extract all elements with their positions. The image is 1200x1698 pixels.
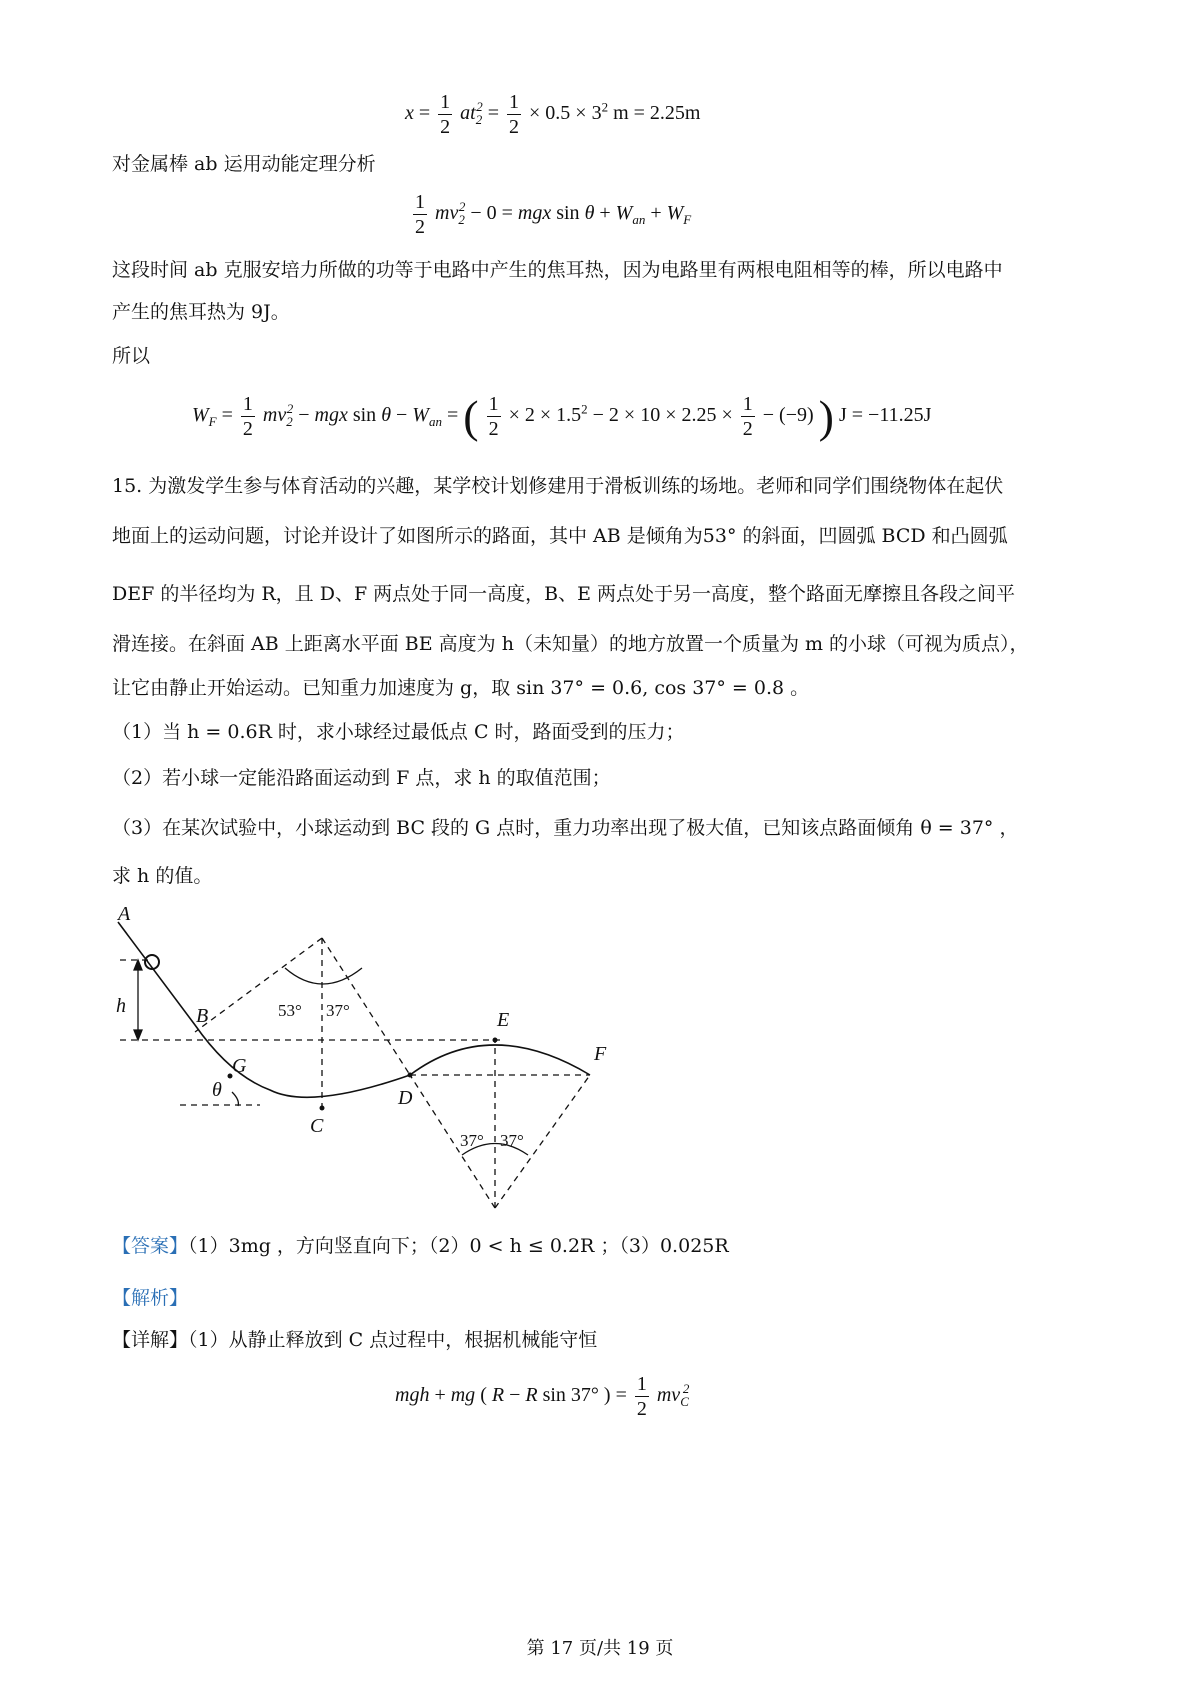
- question-15-line-2: 地面上的运动问题，讨论并设计了如图所示的路面，其中 AB 是倾角为53° 的斜面，凹圆弧 BCD 和凸圆弧: [112, 525, 1008, 547]
- sub-question-3-continued: 求 h 的值。: [112, 865, 213, 887]
- equation-result: J = −11.25J: [838, 404, 932, 427]
- label-angle-37-left: 37°: [460, 1131, 484, 1150]
- equation-kinetic-energy: $\frac{1}{2}$ $mv_2^2 - 0$ = mgx $\sin \theta + W_{an} + W_F$: [415, 191, 692, 238]
- page-footer: 第 17 页/共 19 页: [526, 1638, 674, 1659]
- label-a: A: [118, 903, 131, 925]
- label-angle-37-right: 37°: [500, 1131, 524, 1150]
- equation-work-force: $W_F$ = $\frac{1}{2}$ $mv_2^2$ − mgx $\sin \theta - W_{an}$ = ( $\frac{1}{2}$ × $2 \times 1.5^2 - 2 \times 10 \times 2.25$ × $\frac{1}{2}$ − (−9) ) J = −11.25J: [192, 391, 932, 442]
- label-theta: θ: [212, 1079, 222, 1101]
- sub-question-3: （3）在某次试验中，小球运动到 BC 段的 G 点时，重力功率出现了极大值，已知该点路面倾角 θ = 37° ，: [112, 817, 1019, 839]
- question-15-line-4: 滑连接。在斜面 AB 上距离水平面 BE 高度为 h（未知量）的地方放置一个质量为 m 的小球（可视为质点），: [112, 633, 1029, 655]
- label-e: E: [497, 1009, 510, 1031]
- detail-tag: 【详解】: [112, 1329, 189, 1351]
- equation-displacement: x = $\frac{1}{2}$ $at_2^2$ = $\frac{1}{2}$ × $0.5 \times 3^2$ m = 2.25m: [405, 91, 701, 138]
- detail-text: （1）从静止释放到 C 点过程中，根据机械能守恒: [188, 1329, 598, 1351]
- track-arc-def: [410, 1045, 590, 1075]
- joule-paragraph-1: 这段时间 ab 克服安培力所做的功等于电路中产生的焦耳热，因为电路里有两根电阻相等的棒，所以电路中: [112, 259, 1003, 281]
- analysis-tag: 【解析】: [112, 1287, 189, 1309]
- label-angle-37-top: 37°: [326, 1001, 350, 1020]
- track-diagram: [100, 900, 640, 1220]
- label-c: C: [310, 1115, 324, 1137]
- joule-paragraph-2: 产生的焦耳热为 9J。: [112, 301, 290, 323]
- sub-question-1: （1）当 h = 0.6R 时，求小球经过最低点 C 时，路面受到的压力；: [112, 721, 685, 743]
- dynamics-line: 对金属棒 ab 运用动能定理分析: [112, 153, 376, 175]
- label-g: G: [232, 1055, 247, 1077]
- answer-line: [112, 1232, 729, 1260]
- label-b: B: [196, 1005, 209, 1027]
- question-15-line-5: 让它由静止开始运动。已知重力加速度为 g，取 sin 37° = 0.6, cos 37° = 0.8 。: [112, 677, 810, 699]
- angle-arc-theta: [232, 1092, 238, 1106]
- sub-question-2: （2）若小球一定能沿路面运动到 F 点，求 h 的取值范围；: [112, 767, 611, 789]
- answer-text: （1）3mg ，方向竖直向下；（2）0 < h ≤ 0.2R ；（3）0.025R: [188, 1235, 729, 1257]
- analysis-line: [112, 1284, 188, 1312]
- question-15-line-1: 15. 为激发学生参与体育活动的兴趣，某学校计划修建用于滑板训练的场地。老师和同学们围绕物体在起伏: [112, 475, 1004, 497]
- answer-tag: 【答案】: [112, 1235, 189, 1257]
- suoyi-line: 所以: [112, 345, 151, 367]
- label-f: F: [594, 1043, 607, 1065]
- radius-to-b: [195, 938, 322, 1032]
- question-15-line-3: DEF 的半径均为 R，且 D、F 两点处于同一高度，B、E 两点处于另一高度，整个路面无摩擦且各段之间平: [112, 583, 1016, 605]
- track-curve-bcd: [118, 922, 410, 1097]
- detail-line: [112, 1326, 597, 1354]
- label-h: h: [116, 995, 126, 1017]
- label-angle-53: 53°: [278, 1001, 302, 1020]
- label-d: D: [398, 1087, 413, 1109]
- equation-energy-conservation: mgh + mg ( R − R sin 37° ) = $\frac{1}{2}$ $mv_C^2$: [395, 1373, 690, 1420]
- angle-arc-top: [285, 968, 362, 984]
